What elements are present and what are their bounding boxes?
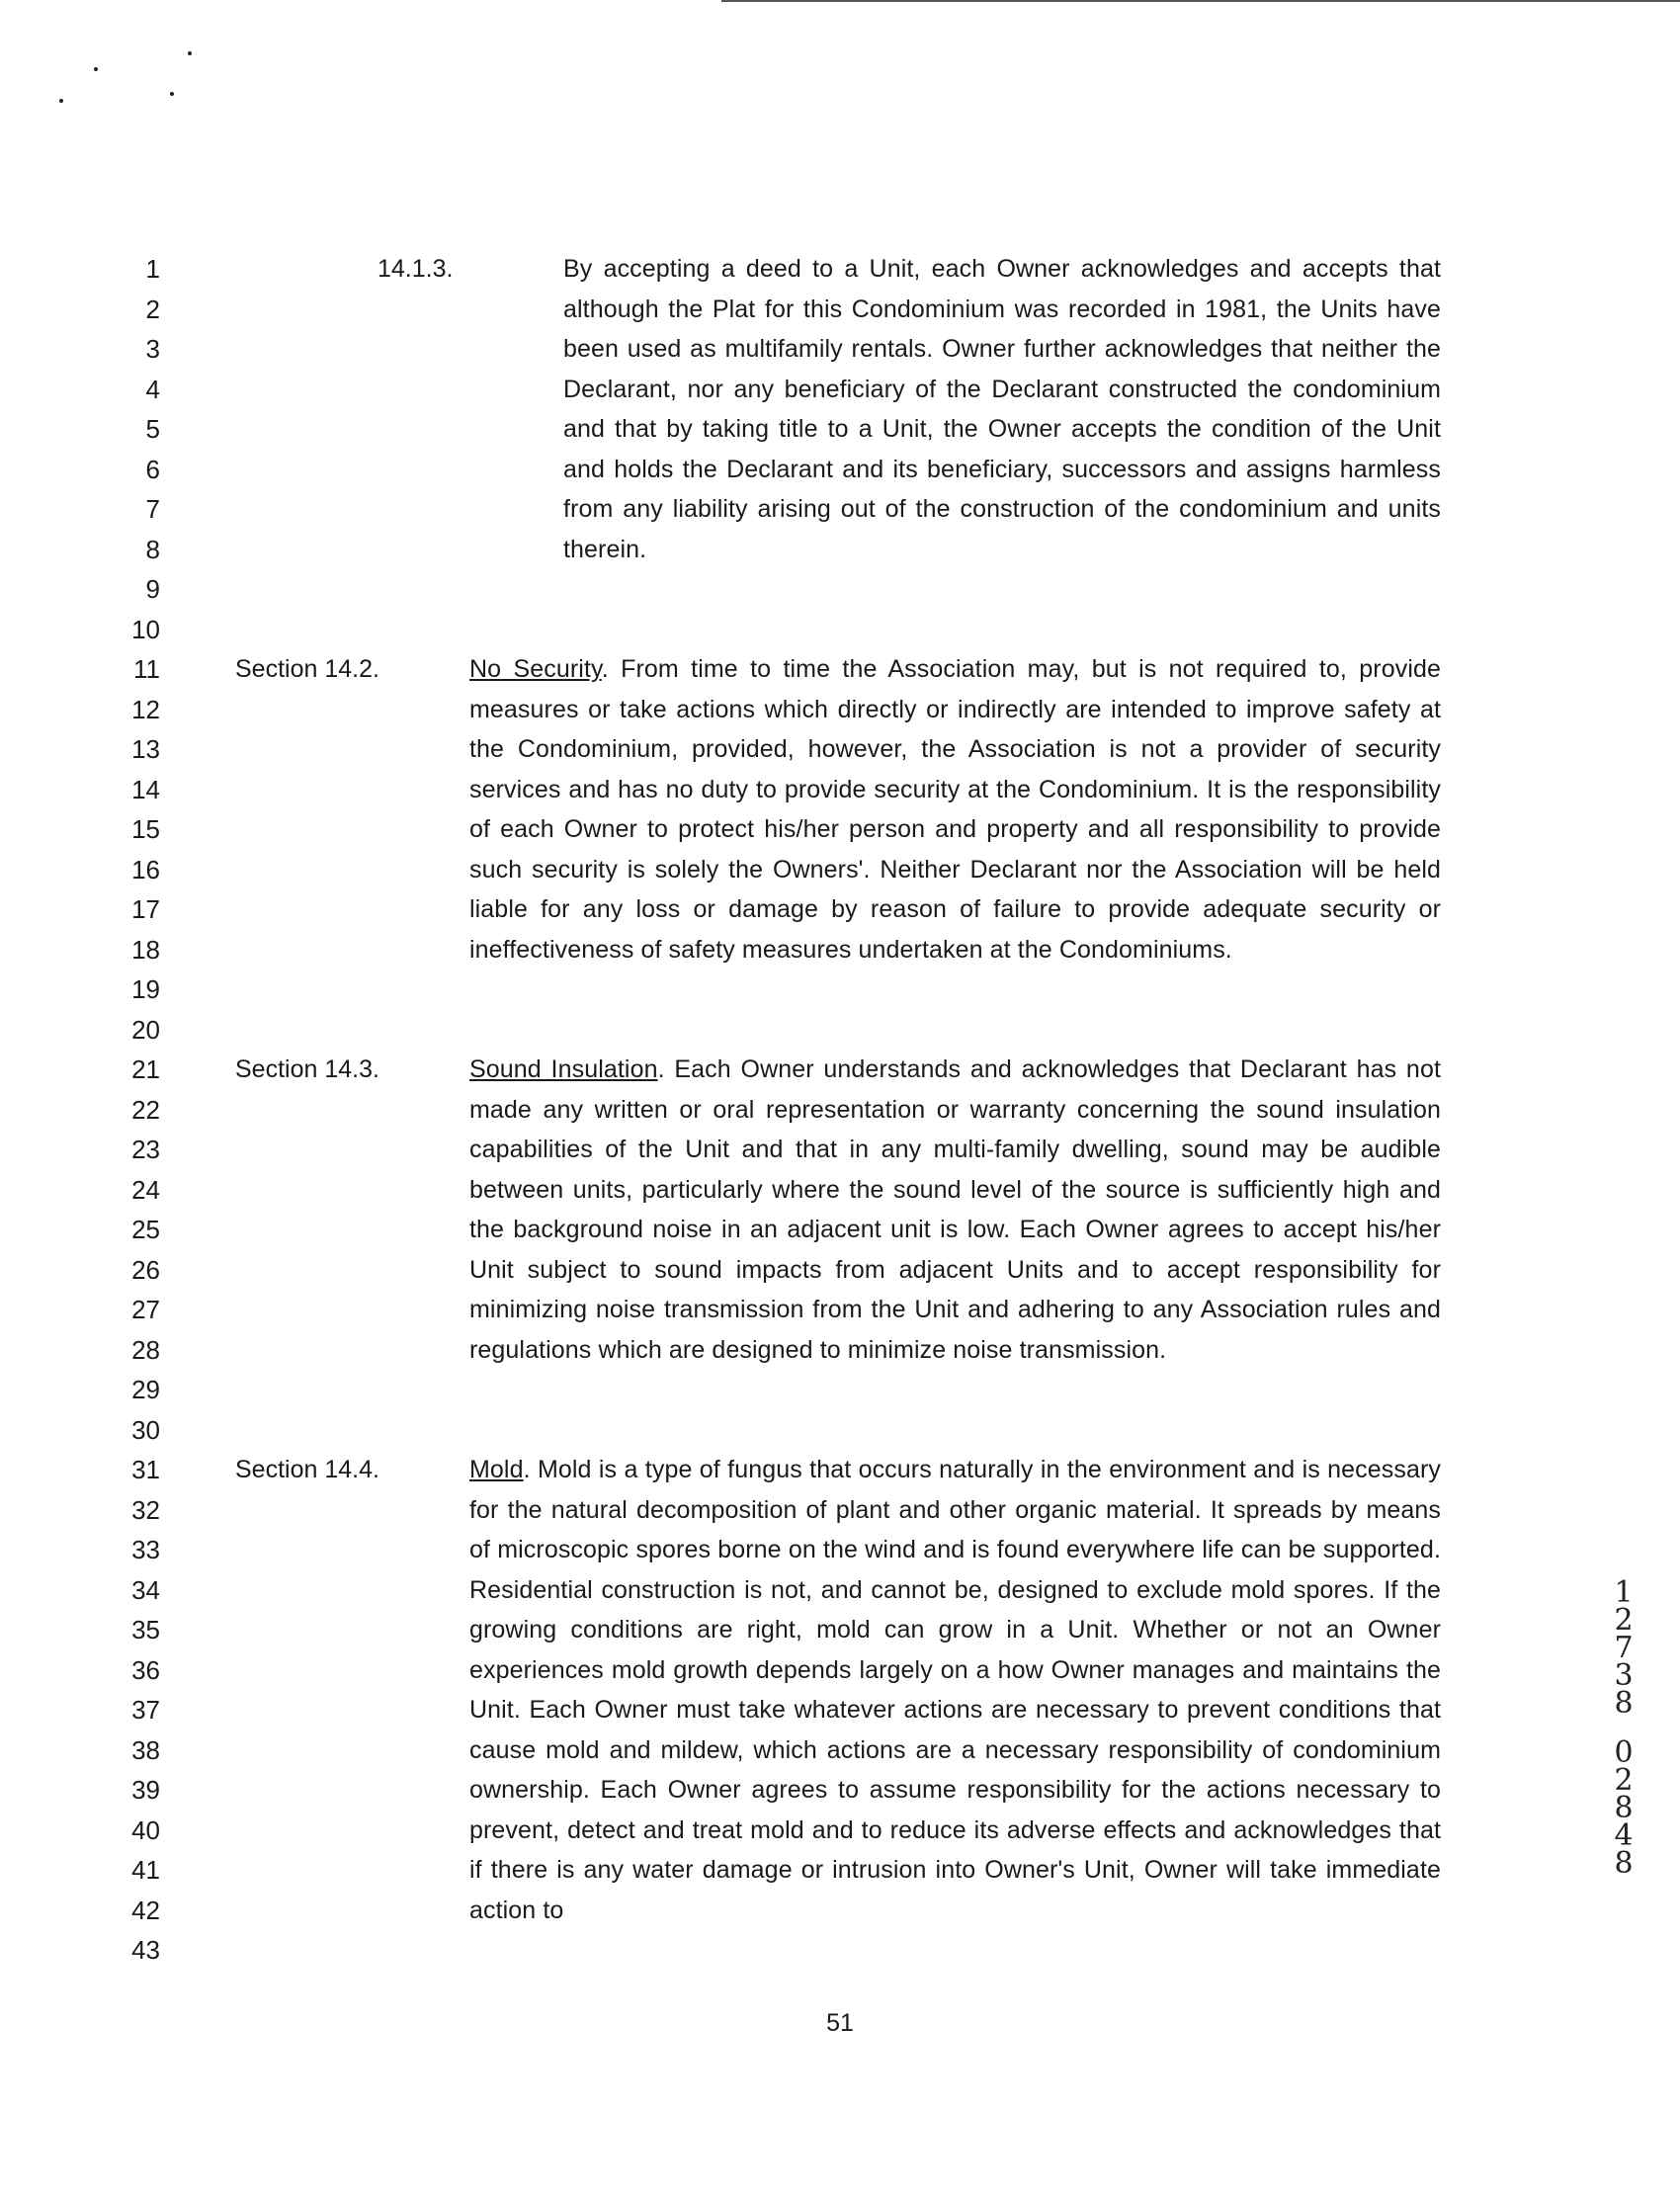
line-number: 38	[131, 1734, 160, 1765]
line-number: 40	[131, 1814, 160, 1845]
scan-speck	[94, 67, 98, 71]
line-number: 10	[131, 614, 160, 644]
line-number: 25	[131, 1215, 160, 1244]
section-heading: Sound Insulation	[469, 1055, 658, 1083]
line-number: 30	[131, 1414, 160, 1445]
stamp-digit: 3	[1614, 1658, 1634, 1693]
section-body	[469, 649, 1441, 970]
line-number: 13	[131, 734, 160, 764]
page-number: 51	[826, 2009, 854, 2037]
stamp-digit: 2	[1614, 1603, 1634, 1638]
line-number: 1	[145, 254, 160, 284]
line-number: 24	[131, 1174, 160, 1205]
section-label: Section 14.4.	[235, 1456, 379, 1483]
stamp-digit: 1	[1614, 1575, 1634, 1610]
line-number: 3	[145, 334, 160, 364]
line-number: 41	[131, 1855, 160, 1885]
stamp-digit: 8	[1614, 1846, 1634, 1881]
clause-text: By accepting a deed to a Unit, each Owner acknowledges and accepts that although the Plat for this Condominium was recorded in 1981, the Units have been used as multifamily rentals. Owner further acknowledges that neither the Declarant, nor any beneficiary of the Declarant constructed the condominium and that by taking title to a Unit, the Owner accepts the condition of the Unit and holds the Declarant and its beneficiary, successors and assigns harmless from any liability arising out of the construction of the condominium and units therein.	[563, 255, 1441, 563]
line-number: 17	[131, 894, 160, 924]
line-number: 29	[131, 1375, 160, 1404]
line-number: 31	[131, 1455, 160, 1484]
line-number: 2	[145, 294, 160, 324]
line-number: 21	[131, 1054, 160, 1084]
recording-stamp	[1609, 1575, 1638, 1881]
section-label: Section 14.3.	[235, 1055, 379, 1083]
section-text: . From time to time the Association may, but is not required to, provide measures or take actions which directly or indirectly are intended to improve safety at the Condominium, provided, however, the Association is not a provider of security services and has no duty to provide security at the Condominium. It is the responsibility of each Owner to protect his/her person and property and all responsibility to provide such security is solely the Owners'. Neither Declarant nor the Association will be held liable for any loss or damage by reason of failure to provide adequate security or ineffectiveness of safety measures undertaken at the Condominiums.	[469, 655, 1441, 964]
top-border-line	[721, 0, 1680, 2]
scan-speck	[59, 99, 63, 103]
line-number: 20	[131, 1014, 160, 1045]
line-number: 26	[131, 1254, 160, 1285]
line-number: 6	[145, 454, 160, 484]
line-number: 22	[131, 1094, 160, 1125]
line-number: 19	[131, 974, 160, 1004]
line-number: 8	[145, 534, 160, 564]
stamp-digit: 8	[1614, 1686, 1634, 1721]
scan-speck	[188, 51, 192, 55]
stamp-digit: 0	[1614, 1735, 1634, 1770]
line-number: 39	[131, 1775, 160, 1805]
section-heading: Mold	[469, 1456, 524, 1483]
line-number: 7	[145, 494, 160, 524]
line-number: 36	[131, 1654, 160, 1685]
scan-speck	[170, 92, 174, 96]
line-number: 9	[145, 574, 160, 604]
stamp-digit: 2	[1614, 1763, 1634, 1798]
line-number: 12	[131, 694, 160, 724]
line-number: 33	[131, 1535, 160, 1564]
line-number: 18	[131, 934, 160, 965]
section-body	[469, 1450, 1441, 1930]
line-number: 11	[133, 654, 160, 684]
section-body	[469, 1050, 1441, 1370]
section-heading: No Security	[469, 655, 602, 683]
line-number: 42	[131, 1895, 160, 1925]
section-text: . Mold is a type of fungus that occurs naturally in the environment and is necessary for the natural decomposition of plant and other organic material. It spreads by means of microscopic spores borne on the wind and is found everywhere life can be supported. Residential construction is not, and cannot be, designed to exclude mold spores. If the growing conditions are right, mold can grow in a Unit. Whether or not an Owner experiences mold growth depends largely on a how Owner manages and maintains the Unit. Each Owner must take whatever actions are necessary to prevent conditions that cause mold and mildew, which actions are a necessary responsibility of condominium ownership. Each Owner agrees to assume responsibility for the actions necessary to prevent, detect and treat mold and to reduce its adverse effects and acknowledges that if there is any water damage or intrusion into Owner's Unit, Owner will take immediate action to	[469, 1456, 1441, 1924]
line-number: 14	[131, 774, 160, 804]
line-number: 32	[131, 1494, 160, 1525]
line-number: 15	[131, 814, 160, 844]
line-number: 23	[131, 1135, 160, 1164]
line-number: 34	[131, 1574, 160, 1605]
line-number: 43	[131, 1935, 160, 1965]
line-numbers	[99, 249, 160, 1971]
clause-number: 14.1.3.	[378, 255, 454, 283]
line-number: 5	[145, 414, 160, 444]
section-label: Section 14.2.	[235, 655, 379, 683]
stamp-digit: 7	[1614, 1631, 1634, 1665]
line-number: 4	[145, 374, 160, 404]
section-text: . Each Owner understands and acknowledges that Declarant has not made any written or oral representation or warranty concerning the sound insulation capabilities of the Unit and that in any multi-family dwelling, sound may be audible between units, particularly where the sound level of the source is sufficiently high and the background noise in an adjacent unit is low. Each Owner agrees to accept his/her Unit subject to sound impacts from adjacent Units and to accept responsibility for minimizing noise transmission from the Unit and adhering to any Association rules and regulations which are designed to minimize noise transmission.	[469, 1055, 1441, 1364]
line-number: 28	[131, 1334, 160, 1365]
line-number: 35	[131, 1615, 160, 1644]
stamp-digit: 8	[1614, 1791, 1634, 1825]
stamp-digit: 4	[1614, 1818, 1634, 1853]
line-number: 37	[131, 1695, 160, 1725]
line-number: 27	[131, 1295, 160, 1324]
line-number: 16	[131, 854, 160, 885]
